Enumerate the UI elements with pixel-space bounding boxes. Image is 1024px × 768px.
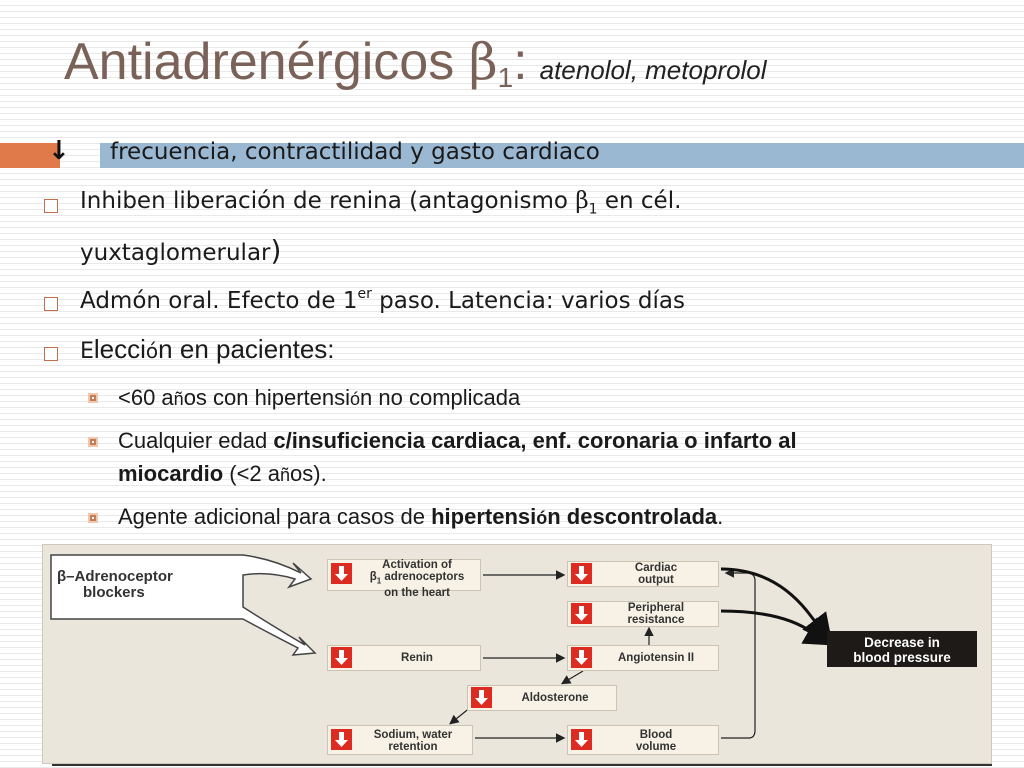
bullet-eleccion-text: lecci [93,334,146,364]
decrease-arrow-icon [571,603,592,624]
label-renin: Renin [401,652,433,664]
bullet-oral-text-end: paso. Latencia: varios días [371,288,685,314]
sub3-text-a: Agente adicional para casos de [118,504,432,529]
cardiac-line2: output [638,574,674,586]
title-drugs: atenolol, metoprolol [539,55,767,85]
bullet-renin-line2-text: yuxtaglomerular [80,240,271,266]
activation-line2: adrenoceptors [381,571,465,583]
sub3-bold-b: n descontrolada [547,504,718,529]
bullet-renin-line1 [80,188,681,218]
activation-line1: Activation of [382,559,452,571]
bullet-renin-beta: β [575,188,589,214]
sub3-bold-o: ó [536,508,548,528]
sub-bullet-additional [118,504,723,530]
sub2-text-a: Cualquier edad [118,428,274,453]
bullet-renin-line2 [80,234,281,267]
sub-bullet-any-age-line2 [118,461,327,487]
bullet-eleccion-o: ó [145,339,159,363]
decrease-arrow-icon [471,687,492,708]
label-sodium [353,729,473,753]
slide-title [64,32,767,94]
blocker-label-line1: β–Adrenoceptor [57,568,173,585]
mechanism-diagram [42,544,992,764]
decrease-bp-box [827,631,977,667]
title-beta-symbol: β [468,33,498,91]
sub1-text-a: <60 a [118,385,174,410]
bullet-renin-beta-sub: 1 [588,201,598,218]
sub2-bold: c/insuficiencia cardiaca, enf. coronaria o infarto al [273,428,797,453]
title-beta-subscript: 1 [497,62,514,93]
bullet-eleccion-e: E [80,339,94,364]
bullet-box-icon [44,199,58,213]
sub-bullet-icon [88,513,98,523]
blocker-label [57,569,173,601]
bullet-box-icon [44,297,58,311]
label-aldosterone: Aldosterone [521,692,589,704]
bp-line2: blood pressure [853,650,951,665]
sub1-text-c: n no complicada [360,385,521,410]
title-main: Antiadrenérgicos [64,33,469,91]
peripheral-line1: Peripheral [627,602,685,614]
label-cardiac-output [593,562,719,586]
sub-bullet-any-age-line1 [118,428,797,454]
label-angiotensin: Angiotensin II [617,652,695,664]
sub3-end: . [717,504,724,529]
label-blood-volume [593,729,719,753]
sub1-o: ó [350,389,361,409]
down-arrow-icon: ↓ [48,136,70,166]
bullet-oral-sup: er [357,286,372,302]
bottom-rule [52,764,992,766]
decrease-arrow-icon [331,563,352,584]
sodium-line1: Sodium, water [373,729,453,741]
sub-bullet-hypertension [118,385,520,411]
bullet-eleccion [80,334,335,365]
bullet-oral-text: Admón oral. Efecto de 1 [80,288,358,314]
sub-bullet-icon [88,393,98,403]
bullet-oral [80,286,685,314]
title-colon: : [513,33,528,91]
sub1-text-b: os con hipertensi [183,385,351,410]
bp-line1: Decrease in [864,635,940,650]
bullet-eleccion-text-end: n en pacientes: [158,334,335,364]
activation-beta: β [369,571,377,583]
bullet-renin-text: Inhiben liberación de renina (antagonismo [80,188,576,214]
decrease-arrow-icon [571,729,592,750]
decrease-arrow-icon [331,729,352,750]
decrease-arrow-icon [571,563,592,584]
decrease-arrow-icon [571,647,592,668]
decrease-arrow-icon [331,647,352,668]
sub3-bold-a: hipertensi [431,504,537,529]
bullet-renin-text-end: en cél. [597,188,682,214]
sub2-bold2: miocardio [118,461,224,486]
sub2-n: ñ [280,465,291,485]
sub1-n: ñ [173,389,184,409]
arrow-cardiac-to-bp [721,569,827,637]
sub2-text-c: os). [290,461,327,486]
activation-line3: on the heart [384,587,450,600]
blood-volume-line1: Blood [639,729,673,741]
activation-beta-sub: 1 [376,576,382,586]
header-band-text: frecuencia, contractilidad y gasto cardiaco [110,139,600,165]
arrow-angiotensin-to-aldosterone [563,671,583,683]
label-peripheral [593,602,719,626]
bullet-renin-paren: ) [270,234,282,267]
blocker-label-line2: blockers [83,584,145,601]
sub-bullet-icon [88,437,98,447]
bullet-box-icon [44,347,58,361]
arrow-bloodvolume-to-cardiac [721,573,755,738]
label-activation [353,559,481,599]
blood-volume-line2: volume [635,741,677,753]
sodium-line2: retention [388,741,438,753]
cardiac-line1: Cardiac [634,562,678,574]
peripheral-line2: resistance [627,614,685,626]
sub2-text-b: (<2 a [223,461,281,486]
